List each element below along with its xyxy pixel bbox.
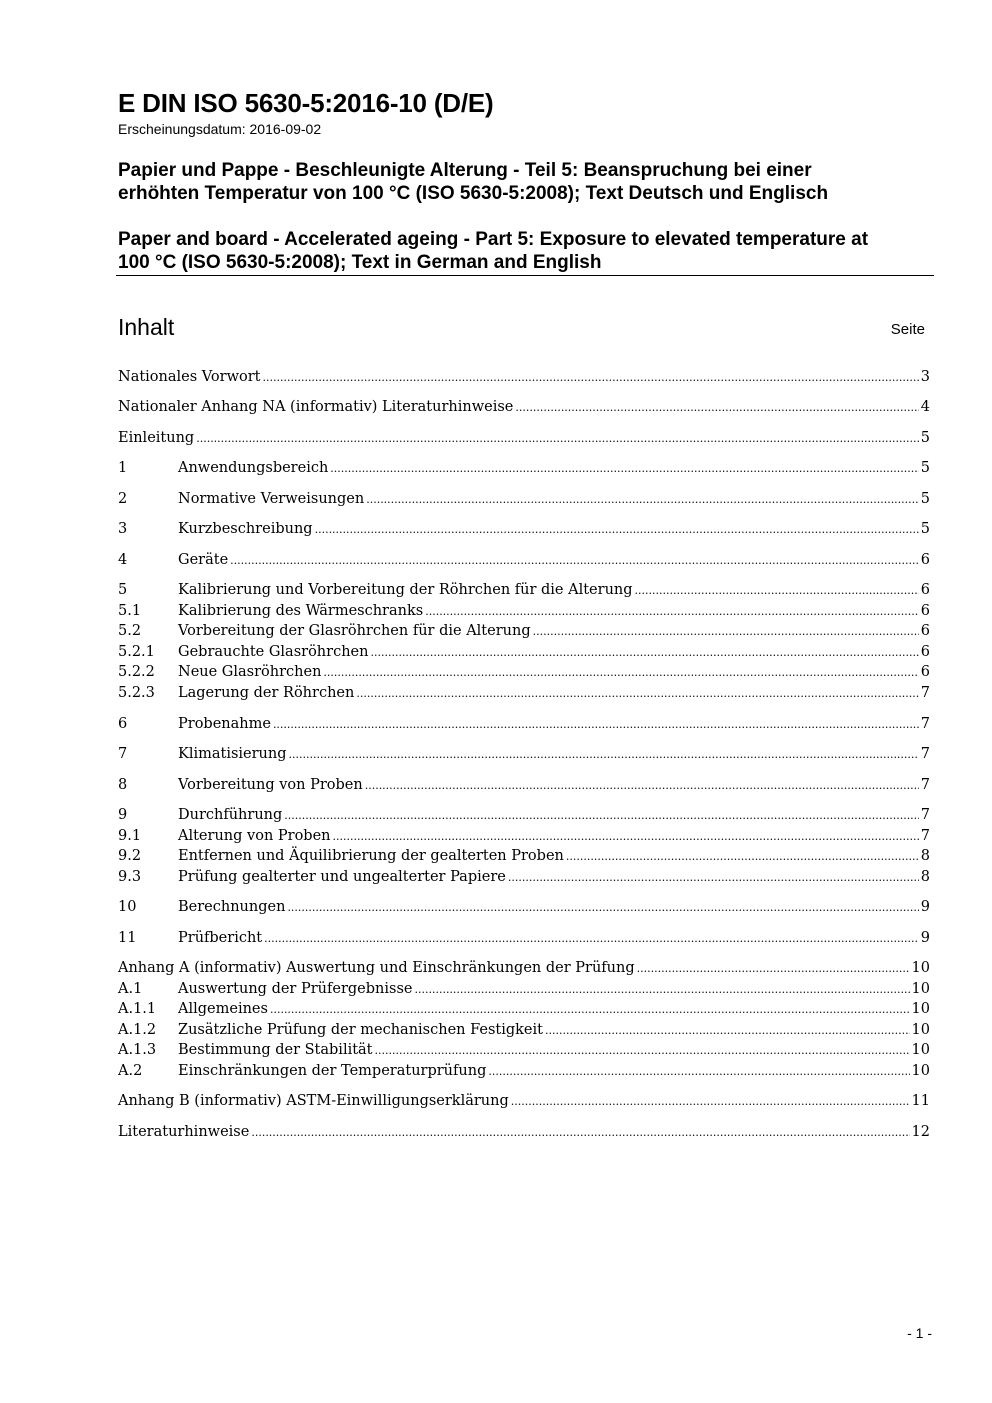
toc-dot-leader [365, 779, 919, 792]
toc-entry[interactable] [118, 460, 930, 480]
toc-entry[interactable] [118, 746, 930, 766]
toc-entry-page: 6 [920, 623, 930, 639]
toc-entry-title: Prüfung gealterter und ungealterter Papiere [178, 869, 506, 885]
toc-entry-title: Einleitung [118, 430, 195, 446]
toc-entry-title: Nationales Vorwort [118, 369, 261, 385]
toc-entry[interactable] [118, 685, 930, 705]
toc-entry-page: 6 [920, 603, 930, 619]
toc-entry[interactable] [118, 603, 930, 623]
toc-dot-leader [356, 687, 918, 700]
toc-dot-leader [533, 625, 919, 638]
toc-entry-title: Nationaler Anhang NA (informativ) Literaturhinweise [118, 399, 514, 415]
toc-entry-number: 5.2.3 [118, 685, 155, 701]
toc-entry-title: Anwendungsbereich [178, 460, 329, 476]
toc-dot-leader [284, 809, 918, 822]
toc-dot-leader [273, 718, 919, 731]
toc-entry-page: 7 [920, 828, 930, 844]
toc-entry-page: 10 [911, 960, 930, 976]
toc-heading: Inhalt [118, 314, 175, 340]
toc-entry-title: Auswertung der Prüfergebnisse [178, 981, 413, 997]
toc-entry[interactable] [118, 1124, 930, 1144]
toc-entry-page: 6 [920, 644, 930, 660]
toc-entry-title: Entfernen und Äquilibrierung der gealterten Proben [178, 848, 564, 864]
toc-entry-page: 11 [911, 1093, 930, 1109]
toc-dot-leader [515, 401, 918, 414]
toc-entry[interactable] [118, 960, 930, 980]
toc-entry-page: 5 [920, 491, 930, 507]
toc-entry-number: 3 [118, 521, 128, 537]
toc-entry-page: 4 [920, 399, 930, 415]
toc-entry[interactable] [118, 1063, 930, 1083]
toc-entry-number: 5.2 [118, 623, 142, 639]
toc-entry[interactable] [118, 430, 930, 450]
toc-entry-page: 6 [920, 582, 930, 598]
title-english [118, 228, 938, 274]
toc-entry-number: 2 [118, 491, 128, 507]
toc-entry[interactable] [118, 1042, 930, 1062]
toc-entry-title: Normative Verweisungen [178, 491, 365, 507]
toc-dot-leader [251, 1126, 909, 1139]
toc-entry-page: 7 [920, 777, 930, 793]
toc-entry-page: 9 [920, 930, 930, 946]
toc-dot-leader [323, 666, 918, 679]
toc-dot-leader [270, 1003, 910, 1016]
toc-entry-page: 8 [920, 869, 930, 885]
toc-entry[interactable] [118, 399, 930, 419]
toc-entry[interactable] [118, 869, 930, 889]
toc-entry-page: 5 [920, 521, 930, 537]
toc-entry-page: 8 [920, 848, 930, 864]
toc-entry-title: Berechnungen [178, 899, 286, 915]
toc-entry-title: Alterung von Proben [178, 828, 331, 844]
toc-entry[interactable] [118, 582, 930, 602]
toc-dot-leader [230, 554, 919, 567]
toc-entry-number: 5 [118, 582, 128, 598]
toc-entry[interactable] [118, 899, 930, 919]
toc-entry-title: Lagerung der Röhrchen [178, 685, 355, 701]
toc-dot-leader [637, 962, 910, 975]
toc-entry-page: 12 [911, 1124, 930, 1140]
toc-entry-title: Vorbereitung der Glasröhrchen für die Alterung [178, 623, 531, 639]
toc-entry-number: 8 [118, 777, 128, 793]
toc-entry-page: 3 [920, 369, 930, 385]
toc-dot-leader [287, 901, 918, 914]
toc-entry[interactable] [118, 828, 930, 848]
toc-entry-number: 9.3 [118, 869, 142, 885]
toc-entry-number: A.2 [118, 1063, 143, 1079]
toc-dot-leader [366, 493, 919, 506]
publication-date: Erscheinungsdatum: 2016-09-02 [118, 121, 322, 137]
toc-entry-page: 7 [920, 807, 930, 823]
toc-entry-title: Gebrauchte Glasröhrchen [178, 644, 369, 660]
toc-entry[interactable] [118, 552, 930, 572]
toc-entry-number: 5.2.2 [118, 664, 155, 680]
toc-entry[interactable] [118, 777, 930, 797]
toc-dot-leader [264, 932, 919, 945]
toc-entry-page: 10 [911, 981, 930, 997]
toc-entry-title: Geräte [178, 552, 229, 568]
toc-entry-title: Zusätzliche Prüfung der mechanischen Festigkeit [178, 1022, 543, 1038]
toc-entry-page: 7 [920, 685, 930, 701]
header-divider [116, 275, 934, 276]
toc-entry-page: 9 [920, 899, 930, 915]
toc-entry-number: 5.2.1 [118, 644, 155, 660]
toc-entry[interactable] [118, 521, 930, 541]
toc-entry-title: Kalibrierung und Vorbereitung der Röhrchen für die Alterung [178, 582, 633, 598]
toc-entry-title: Allgemeines [178, 1001, 268, 1017]
page-number: - 1 - [907, 1325, 932, 1341]
toc-entry-page: 10 [911, 1063, 930, 1079]
toc-entry-number: 9 [118, 807, 128, 823]
toc-entry[interactable] [118, 1001, 930, 1021]
toc-entry[interactable] [118, 644, 930, 664]
toc-entry-page: 7 [920, 746, 930, 762]
document-id: E DIN ISO 5630-5:2016-10 (D/E) [118, 88, 494, 118]
toc-entry-number: A.1.2 [118, 1022, 157, 1038]
toc-entry-page: 7 [920, 716, 930, 732]
toc-dot-leader [425, 605, 919, 618]
toc-entry[interactable] [118, 981, 930, 1001]
title-english-line-2: 100 °C (ISO 5630-5:2008); Text in German and English [118, 252, 602, 273]
toc-entry-number: 4 [118, 552, 128, 568]
toc-entry-number: 6 [118, 716, 128, 732]
toc-dot-leader [545, 1024, 910, 1037]
toc-entry-title: Bestimmung der Stabilität [178, 1042, 373, 1058]
toc-entry-title: Anhang B (informativ) ASTM-Einwilligungserklärung [118, 1093, 509, 1109]
toc-entry-number: 1 [118, 460, 128, 476]
toc-dot-leader [508, 871, 919, 884]
toc-entry-number: 10 [118, 899, 137, 915]
toc-entry-title: Neue Glasröhrchen [178, 664, 322, 680]
toc-entry-title: Einschränkungen der Temperaturprüfung [178, 1063, 487, 1079]
toc-dot-leader [196, 432, 919, 445]
title-english-line-1: Paper and board - Accelerated ageing - Part 5: Exposure to elevated temperature at [118, 229, 869, 250]
toc-entry-number: 9.2 [118, 848, 142, 864]
toc-entry-page: 10 [911, 1022, 930, 1038]
toc-entry-page: 5 [920, 460, 930, 476]
toc-entry[interactable] [118, 1093, 930, 1113]
toc-entry-number: 9.1 [118, 828, 142, 844]
toc-entry-title: Klimatisierung [178, 746, 287, 762]
toc-dot-leader [333, 830, 919, 843]
toc-entry[interactable] [118, 491, 930, 511]
toc-entry[interactable] [118, 623, 930, 643]
toc-dot-leader [330, 462, 918, 475]
title-german-line-2: erhöhten Temperatur von 100 °C (ISO 5630-5:2008); Text Deutsch und Englisch [118, 183, 829, 204]
toc-entry[interactable] [118, 848, 930, 868]
toc-entry[interactable] [118, 716, 930, 736]
toc-dot-leader [375, 1044, 910, 1057]
toc-entry-number: A.1.3 [118, 1042, 157, 1058]
toc-entry-title: Vorbereitung von Proben [178, 777, 363, 793]
toc-entry-number: 5.1 [118, 603, 142, 619]
toc-dot-leader [414, 983, 909, 996]
toc-entry-page: 10 [911, 1001, 930, 1017]
toc-entry-number: A.1.1 [118, 1001, 157, 1017]
title-german [118, 159, 938, 205]
toc-entry-title: Probenahme [178, 716, 271, 732]
title-german-line-1: Papier und Pappe - Beschleunigte Alterung - Teil 5: Beanspruchung bei einer [118, 160, 812, 181]
toc-dot-leader [315, 523, 919, 536]
toc-entry-number: A.1 [118, 981, 143, 997]
toc-dot-leader [370, 646, 918, 659]
toc-entry-number: 11 [118, 930, 137, 946]
toc-entry-title: Prüfbericht [178, 930, 263, 946]
toc-entry-title: Anhang A (informativ) Auswertung und Einschränkungen der Prüfung [118, 960, 635, 976]
toc-entry[interactable] [118, 664, 930, 684]
toc-dot-leader [289, 748, 919, 761]
toc-dot-leader [488, 1065, 909, 1078]
toc-dot-leader [635, 584, 919, 597]
toc-entry[interactable] [118, 1022, 930, 1042]
toc-dot-leader [262, 371, 918, 384]
toc-entry-page: 5 [920, 430, 930, 446]
toc-entry-title: Kurzbeschreibung [178, 521, 313, 537]
toc-entry-title: Durchführung [178, 807, 283, 823]
toc-entry-page: 6 [920, 552, 930, 568]
toc-entry-title: Literaturhinweise [118, 1124, 250, 1140]
toc-dot-leader [511, 1095, 910, 1108]
toc-entry-page: 10 [911, 1042, 930, 1058]
toc-entry-title: Kalibrierung des Wärmeschranks [178, 603, 424, 619]
toc-entry[interactable] [118, 369, 930, 389]
toc-entry-number: 7 [118, 746, 128, 762]
toc-entry-page: 6 [920, 664, 930, 680]
toc-page-label: Seite [890, 321, 925, 338]
toc-dot-leader [566, 850, 919, 863]
toc-entry[interactable] [118, 807, 930, 827]
toc-entry[interactable] [118, 930, 930, 950]
